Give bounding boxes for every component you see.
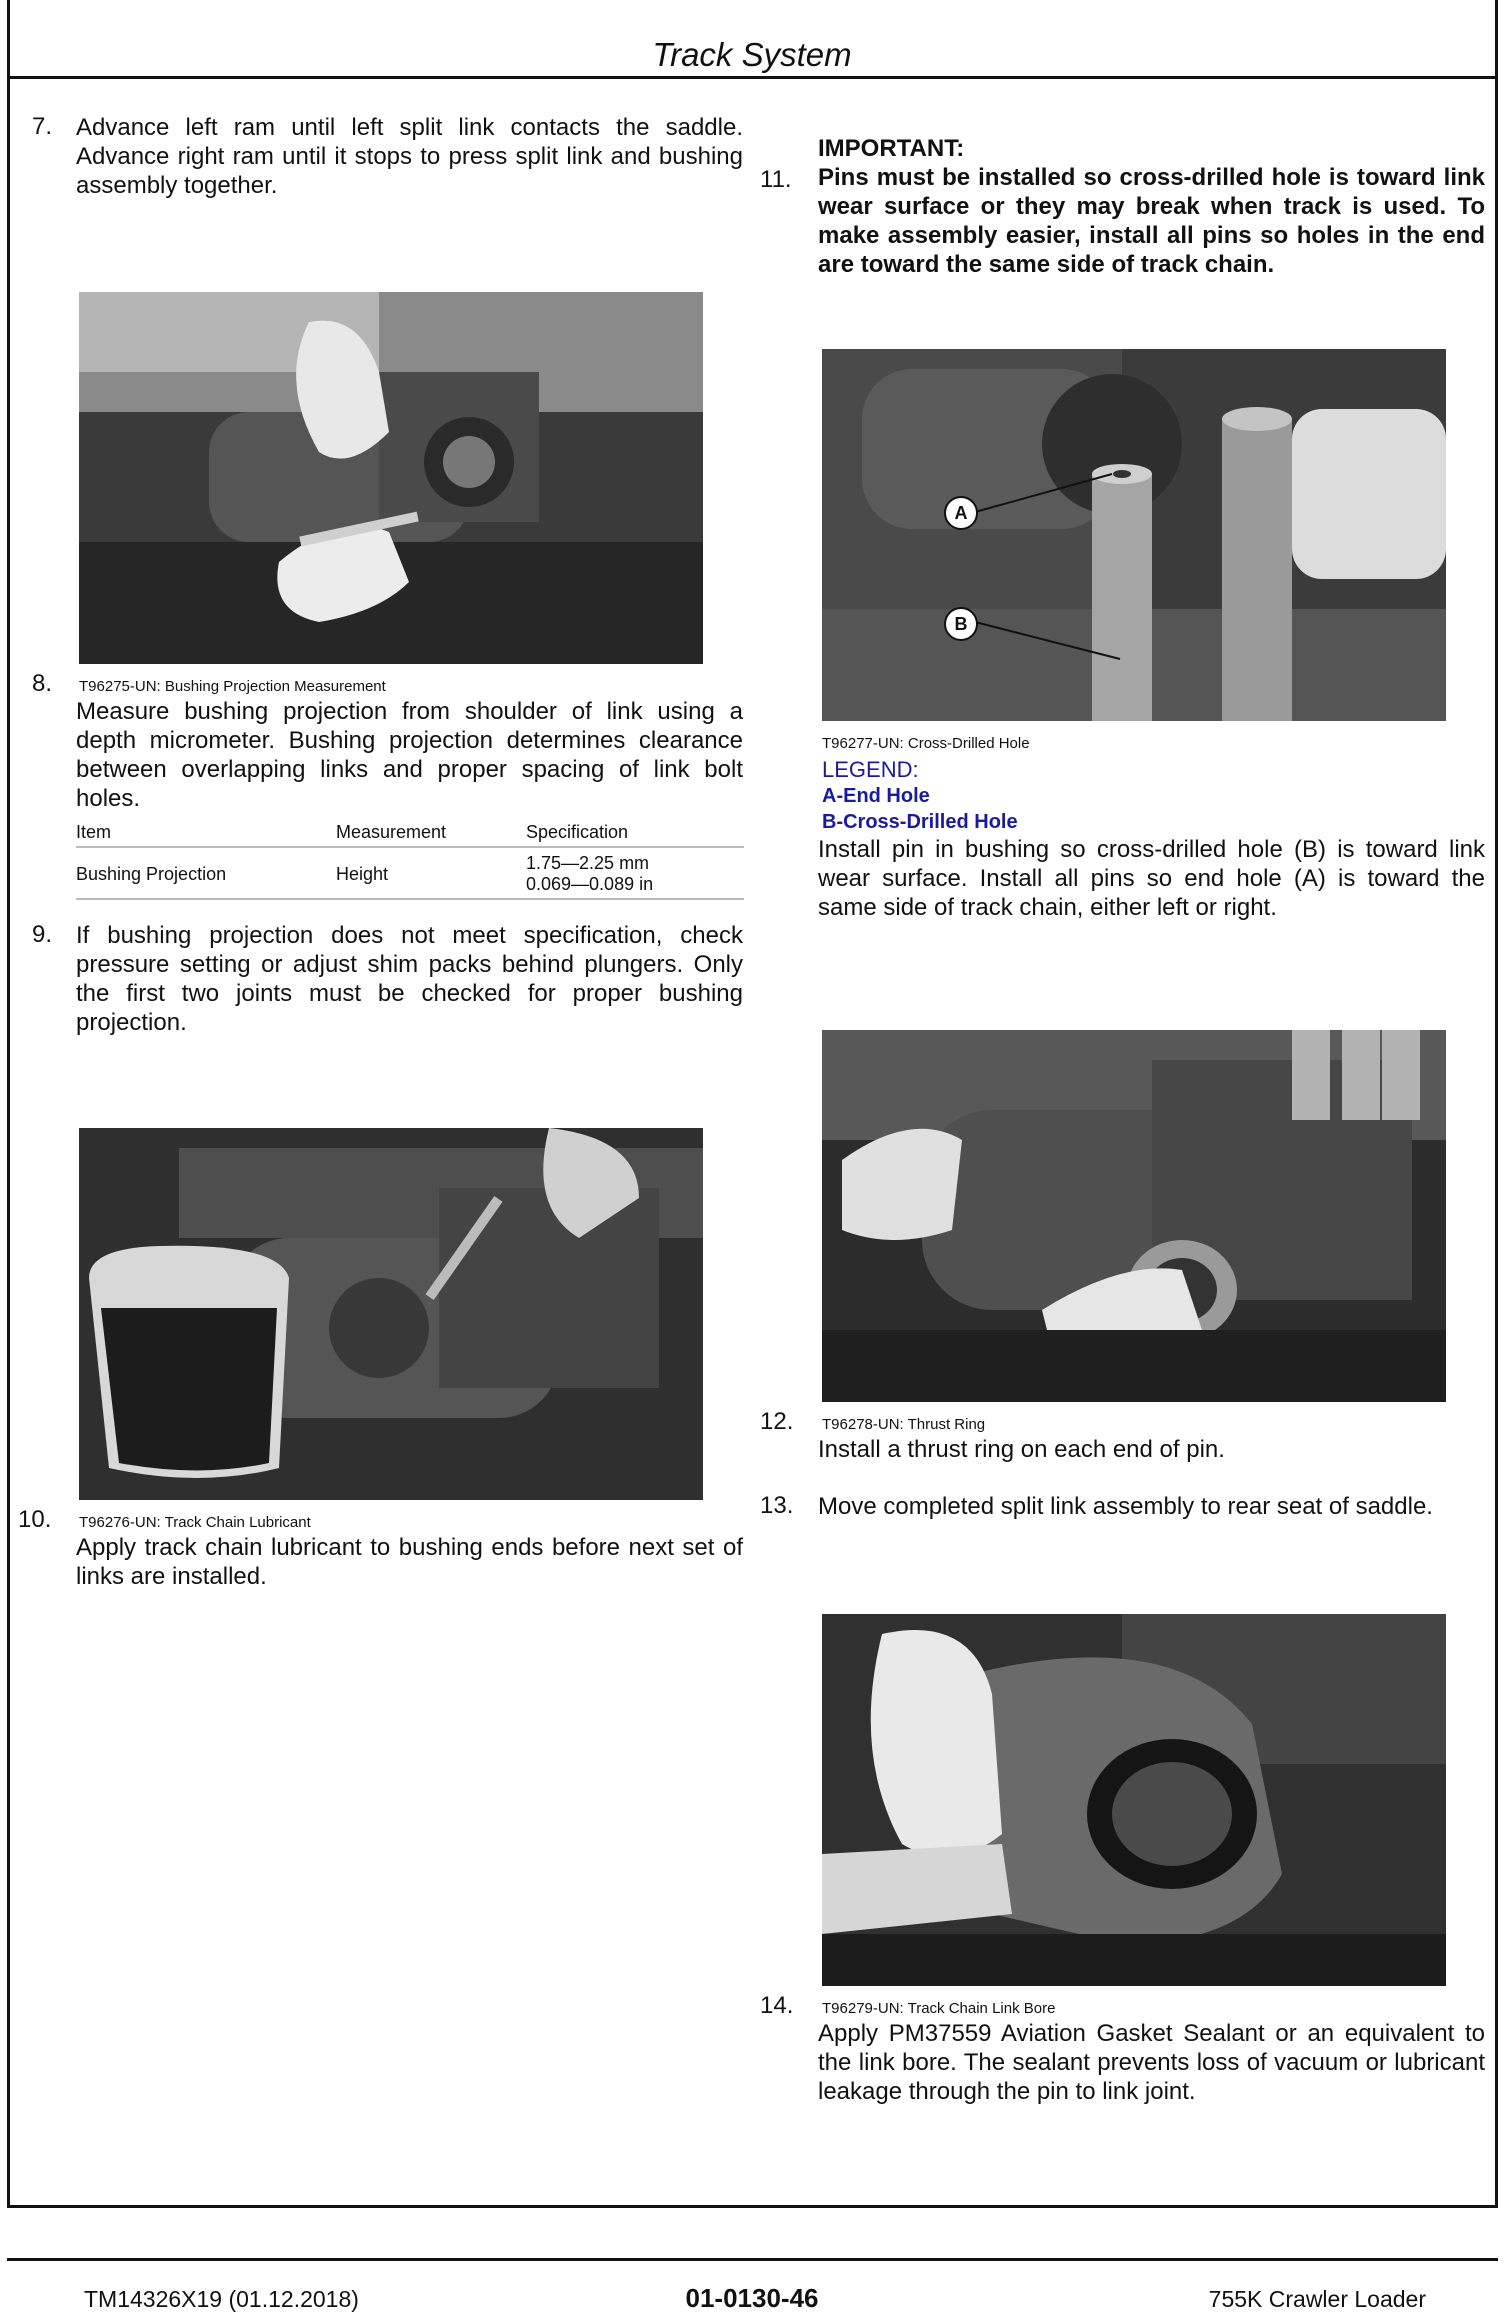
figure-caption-t96277: T96277-UN: Cross-Drilled Hole	[822, 735, 1030, 752]
spec-cell-specification	[526, 847, 744, 899]
cross-drilled-hole-photo	[822, 349, 1446, 721]
thrust-ring-photo	[822, 1030, 1446, 1402]
figure-caption-t96276: T96276-UN: Track Chain Lubricant	[79, 1514, 311, 1531]
step-9-number: 9.	[32, 921, 53, 948]
footer-model-name: 755K Crawler Loader	[1208, 2286, 1426, 2312]
step-11-number: 11.	[760, 166, 792, 193]
track-chain-lubricant-photo	[79, 1128, 703, 1500]
step-9-text: If bushing projection does not meet specification, check pressure setting or adjust shim packs behind plungers. Only the first two joints must be checked for proper bushing projection.	[76, 922, 743, 1036]
important-label: IMPORTANT:	[818, 135, 965, 162]
step-12-text: Install a thrust ring on each end of pin.	[818, 1436, 1225, 1463]
spec-header-item: Item	[76, 822, 336, 847]
page-title: Track System	[652, 36, 852, 73]
legend-title: LEGEND:	[822, 757, 919, 782]
spec-cell-measurement: Height	[336, 847, 526, 899]
footer-divider	[7, 2258, 1498, 2261]
step-10-text: Apply track chain lubricant to bushing ends before next set of links are installed.	[76, 1534, 743, 1590]
step-13-text: Move completed split link assembly to rear seat of saddle.	[818, 1493, 1433, 1520]
step-14-number: 14.	[760, 1992, 794, 2019]
spec-value-in: 0.069—0.089 in	[526, 874, 654, 894]
step-7-number: 7.	[32, 113, 53, 140]
legend-item-a: A-End Hole	[822, 785, 930, 807]
figure-caption-t96279: T96279-UN: Track Chain Link Bore	[822, 2000, 1056, 2017]
callout-b: B	[944, 607, 978, 641]
step-14-text: Apply PM37559 Aviation Gasket Sealant or an equivalent to the link bore. The sealant prevents loss of vacuum or lubricant leakage through the pin to link joint.	[818, 2020, 1485, 2105]
step-11-text: Install pin in bushing so cross-drilled hole (B) is toward link wear surface. Install all pins so end hole (A) is toward the same side of track chain, either left or right.	[818, 836, 1485, 921]
footer-page-number: 01-0130-46	[685, 2283, 819, 2313]
figure-caption-t96275: T96275-UN: Bushing Projection Measurement	[79, 678, 386, 695]
step-8-text: Measure bushing projection from shoulder of link using a depth micrometer. Bushing projection determines clearance between overlapping links and proper spacing of link bolt holes.	[76, 698, 743, 812]
step-7-text: Advance left ram until left split link contacts the saddle. Advance right ram until it stops to press split link and bushing assembly together.	[76, 114, 743, 199]
bushing-projection-photo	[79, 292, 703, 664]
spec-value-mm: 1.75—2.25 mm	[526, 853, 650, 873]
step-8-number: 8.	[32, 670, 53, 697]
header-divider	[7, 76, 1498, 79]
spec-cell-item: Bushing Projection	[76, 847, 336, 899]
legend-item-b: B-Cross-Drilled Hole	[822, 811, 1018, 833]
step-10-number: 10.	[18, 1506, 52, 1533]
spec-header-specification: Specification	[526, 822, 744, 847]
spec-table	[76, 822, 744, 900]
link-bore-photo	[822, 1614, 1446, 1986]
step-13-number: 13.	[760, 1492, 794, 1519]
spec-header-measurement: Measurement	[336, 822, 526, 847]
footer-manual-id: TM14326X19 (01.12.2018)	[84, 2286, 359, 2312]
callout-a: A	[944, 496, 978, 530]
step-12-number: 12.	[760, 1408, 794, 1435]
important-note: Pins must be installed so cross-drilled hole is toward link wear surface or they may break when track is used. To make assembly easier, install all pins so holes in the end are toward the same side of track chain.	[818, 164, 1485, 278]
figure-caption-t96278: T96278-UN: Thrust Ring	[822, 1416, 986, 1433]
